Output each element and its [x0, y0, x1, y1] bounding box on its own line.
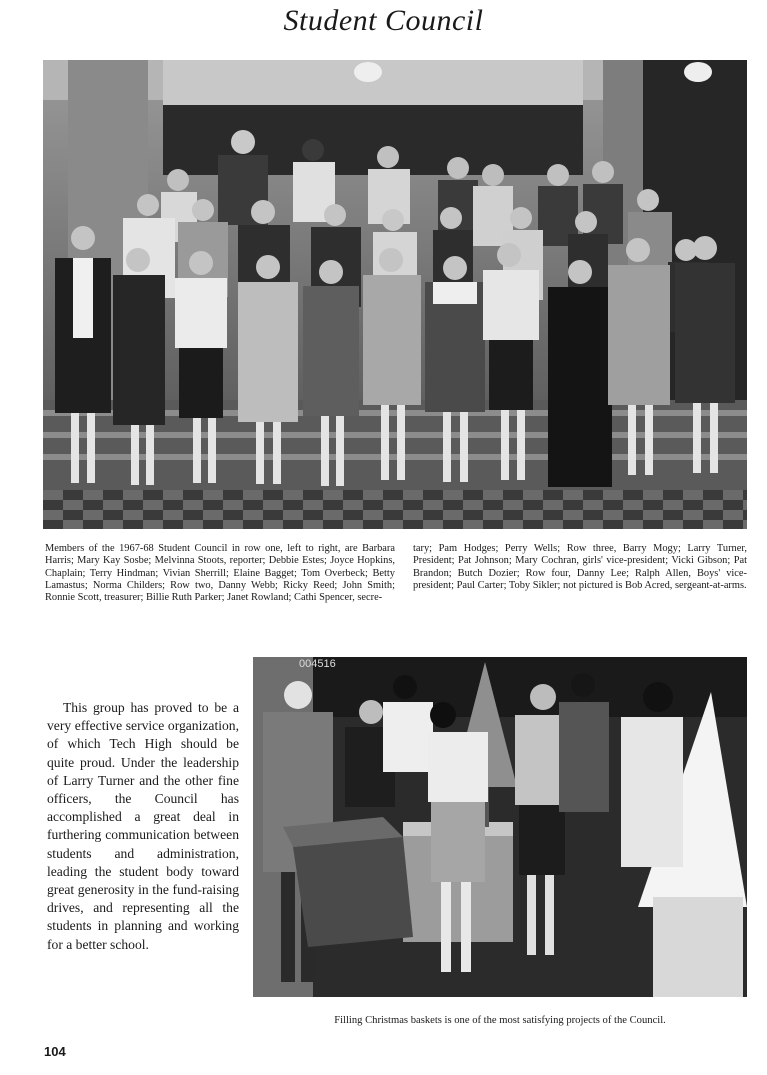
photo-stamp: 004516: [299, 658, 336, 670]
group-photo-caption-part2: tary; Pam Hodges; Perry Wells; Row three, Barry Mogy; Larry Turner, President; Pat Johnson; Mary Cochran, girls' vice-president; Vicki Gibson; Pat Brandon; Butch Dozier; Row four, Danny Lee; Ralph Allen, Boys' vice-president; Paul Carter; Toby Sikler; not pictured is Bob Acred, sergeant-at-arms.: [413, 543, 747, 591]
page-title: Student Council: [283, 4, 484, 37]
christmas-baskets-photo: [253, 657, 747, 997]
photo-caption: Filling Christmas baskets is one of the most satisfying projects of the Council.: [334, 1015, 666, 1026]
page-number: 104: [44, 1044, 66, 1059]
body-paragraph: This group has proved to be a very effective service organization, of which Tech High should be quite proud. Under the leadership of Larry Turner and the other fine officers, the Council has accomplished a great deal in furthering communication between students and administration, leading the student body toward great generosity in the fund-raising drives, and representing all the students in planning and working for a better school.: [47, 700, 239, 952]
group-photo-caption-part1: Members of the 1967-68 Student Council in row one, left to right, are Barbara Harris; Mary Kay Sosbe; Melvinna Stoots, reporter; Debbie Estes; Joyce Hopkins, Chaplain; Terry Hindman; Vivian Sherrill; Elaine Bagget; Tom Overbeck; Betty Lamastus; Norma Childers; Row two, Danny Webb; Ricky Reed; John Smith; Ronnie Scott, treasurer; Billie Ruth Parker; Janet Rowland; Cathi Spencer, secre-: [45, 543, 395, 604]
group-photo: [43, 60, 747, 529]
group-photo-image: [43, 60, 747, 529]
christmas-baskets-photo-image: [253, 657, 747, 997]
